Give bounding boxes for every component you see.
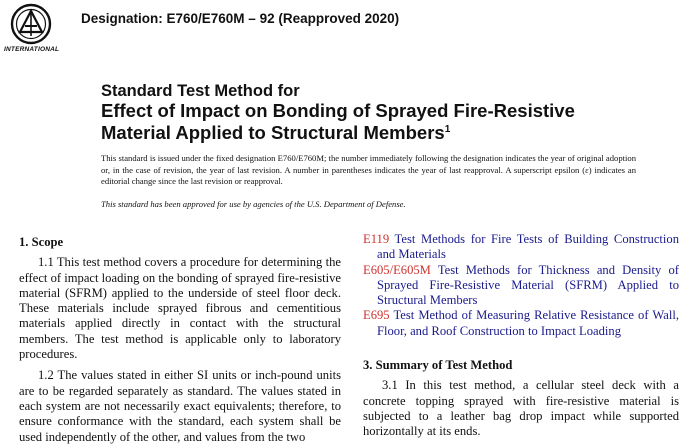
left-column xyxy=(19,235,341,445)
reference-e119[interactable] xyxy=(363,232,679,263)
paragraph-3-1: 3.1 In this test method, a cellular steel deck with a concrete topping sprayed with fire-resistive material is subjected to a leather bag drop impact while supported horizontally at its ends. xyxy=(363,378,679,439)
section-heading-scope: 1. Scope xyxy=(19,235,64,249)
reference-title: Test Methods for Thickness and Density of Sprayed Fire-Resistive Material (SFRM) Applied to Structural Members xyxy=(377,262,679,308)
reference-code[interactable]: E695 xyxy=(363,308,390,323)
astm-logo-icon xyxy=(6,2,56,48)
title-line-2: Effect of Impact on Bonding of Sprayed Fire-Resistive xyxy=(101,100,575,121)
reference-title: Test Method of Measuring Relative Resistance of Wall, Floor, and Roof Construction to Impact Loading xyxy=(377,308,679,338)
title-line-3: Material Applied to Structural Members xyxy=(101,122,445,143)
right-column xyxy=(363,232,679,440)
issuance-notice: This standard is issued under the fixed designation E760/E760M; the number immediately following the designation indicates the year of original adoption or, in the case of revision, the year of last revision. A number in parentheses indicates the year of last reapproval. A superscript epsilon (ε) indicates an editorial change since the last revision or reapproval. xyxy=(101,153,636,186)
designation: Designation: E760/E760M – 92 (Reapproved 2020) xyxy=(81,11,400,26)
reference-e605[interactable] xyxy=(363,263,679,309)
reference-code[interactable]: E119 xyxy=(363,232,390,246)
approval-notice: This standard has been approved for use by agencies of the U.S. Department of Defense. xyxy=(101,199,406,209)
title-line-1: Standard Test Method for xyxy=(101,82,300,100)
reference-title: Test Methods for Fire Tests of Building Construction and Materials xyxy=(377,232,679,262)
reference-code[interactable]: E605/E605M xyxy=(363,262,431,277)
reference-e695[interactable] xyxy=(363,308,679,339)
logo-wordmark: INTERNATIONAL xyxy=(4,46,60,53)
document-title xyxy=(101,82,575,142)
paragraph-1-1: 1.1 This test method covers a procedure for determining the effect of impact loading on the bonding of sprayed fire-resistive material (SFRM) applied to the underside of steel floor deck. These materials include sprayed fibrous and cementitious materials applied directly in contact with the structural members. The test method is applicable only to laboratory procedures. xyxy=(19,255,341,362)
title-footnote-mark: 1 xyxy=(444,124,451,135)
section-heading-summary: 3. Summary of Test Method xyxy=(363,358,513,373)
paragraph-1-2: 1.2 The values stated in either SI units or inch-pound units are to be regarded separately as standard. The values stated in each system are not necessarily exact equivalents; therefore, to ensure conformance with the standard, each system shall be used independently of the other, and values from the two xyxy=(19,368,341,444)
